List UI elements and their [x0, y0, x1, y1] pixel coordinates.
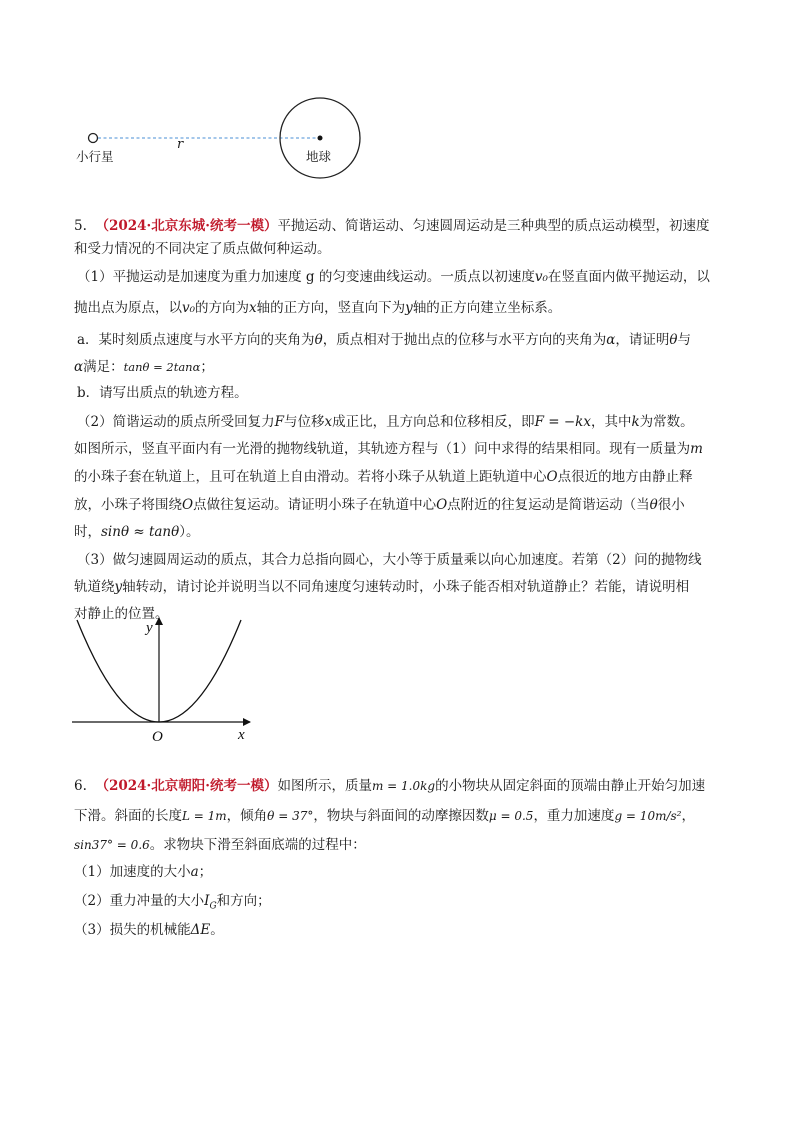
sin-value: sin37° = 0.6: [74, 838, 150, 852]
mu-value: μ = 0.5: [488, 809, 534, 823]
origin-label: O: [152, 729, 163, 744]
q5-a-line-2: α满足：tanθ = 2tanα；: [74, 359, 214, 375]
q6-line-1: 6. （2024·北京朝阳·统考一模）如图所示，质量m = 1.0kg的小物块从固定斜面的顶端由静止开始匀加速: [74, 778, 706, 794]
q5-part3-line-3: 对静止的位置。: [74, 606, 169, 622]
distance-r-label: r: [177, 137, 184, 152]
q5-number: 5.: [74, 218, 87, 234]
q5-b-line: b．请写出质点的轨迹方程。: [77, 385, 248, 401]
q5-part1-line-1: （1）平抛运动是加速度为重力加速度 g 的匀变速曲线运动。一质点以初速度v₀在竖直面内做平抛运动，以: [77, 269, 710, 285]
q5-line-2: 和受力情况的不同决定了质点做何种运动。: [74, 241, 331, 257]
asteroid-label: 小行星: [76, 149, 114, 164]
q6-sub-3: （3）损失的机械能ΔE。: [74, 922, 224, 938]
q5-part2-line-4: 放，小珠子将围绕O点做往复运动。请证明小珠子在轨道中心O点附近的往复运动是简谐运动（当θ很小: [74, 497, 685, 513]
earth-center-dot: [318, 136, 323, 141]
q6-sub-1: （1）加速度的大小a；: [74, 864, 213, 880]
angle-value: θ = 37°: [267, 809, 314, 823]
q5-part3-line-2: 轨道绕y轴转动，请讨论并说明当以不同角速度匀速转动时，小珠子能否相对轨道静止？若能，请说明相: [74, 579, 690, 595]
q5-source: （2024·北京东城·统考一模）: [95, 218, 278, 234]
q6-source: （2024·北京朝阳·统考一模）: [95, 778, 278, 794]
asteroid-marker: [89, 134, 98, 143]
q6-line-3: sin37° = 0.6。求物块下滑至斜面底端的过程中：: [74, 837, 366, 853]
y-axis-label: y: [146, 620, 153, 636]
q5-part2-line-5: 时，sinθ ≈ tanθ）。: [74, 524, 200, 540]
earth-label: 地球: [306, 149, 332, 164]
q5-part2-line-3: 的小珠子套在轨道上，且可在轨道上自由滑动。若将小珠子从轨道上距轨道中心O点很近的地方由静止释: [74, 469, 693, 485]
g-value: g = 10m/s²: [614, 809, 682, 823]
q5-part2-line-2: 如图所示，竖直平面内有一光滑的抛物线轨道，其轨迹方程与（1）问中求得的结果相同。现有一质量为m: [74, 441, 703, 457]
length-value: L = 1m: [182, 809, 227, 823]
q5-line-1: 5. （2024·北京东城·统考一模）平抛运动、简谐运动、匀速圆周运动是三种典型的质点运动模型，初速度: [74, 218, 710, 234]
q5-a-line-1: a．某时刻质点速度与水平方向的夹角为θ，质点相对于抛出点的位移与水平方向的夹角为α，请证明θ与: [77, 332, 691, 348]
q6-line-2: 下滑。斜面的长度L = 1m，倾角θ = 37°，物块与斜面间的动摩擦因数μ = 0.5，重力加速度g = 10m/s²，: [74, 808, 695, 824]
tan-relation: tanθ = 2tanα: [123, 360, 201, 374]
q5-part2-line-1: （2）简谐运动的质点所受回复力F与位移x成正比，且方向总和位移相反，即F = −kx，其中k为常数。: [77, 414, 694, 430]
small-angle-approx: sinθ ≈ tanθ: [101, 524, 180, 540]
q6-number: 6.: [74, 778, 87, 794]
mass-value: m = 1.0kg: [371, 779, 436, 793]
hooke-formula: F = −kx: [534, 414, 591, 430]
x-axis-label: x: [238, 727, 245, 743]
figure-asteroid-earth: [60, 95, 380, 180]
q5-part1-line-2: 抛出点为原点，以v₀的方向为x轴的正方向，竖直向下为y轴的正方向建立坐标系。: [74, 300, 562, 316]
q5-part3-line-1: （3）做匀速圆周运动的质点，其合力总指向圆心，大小等于质量乘以向心加速度。若第（2）问的抛物线: [77, 552, 702, 568]
q6-sub-2: （2）重力冲量的大小$I_G$和方向；: [74, 893, 271, 912]
figure-parabola: [62, 612, 262, 744]
